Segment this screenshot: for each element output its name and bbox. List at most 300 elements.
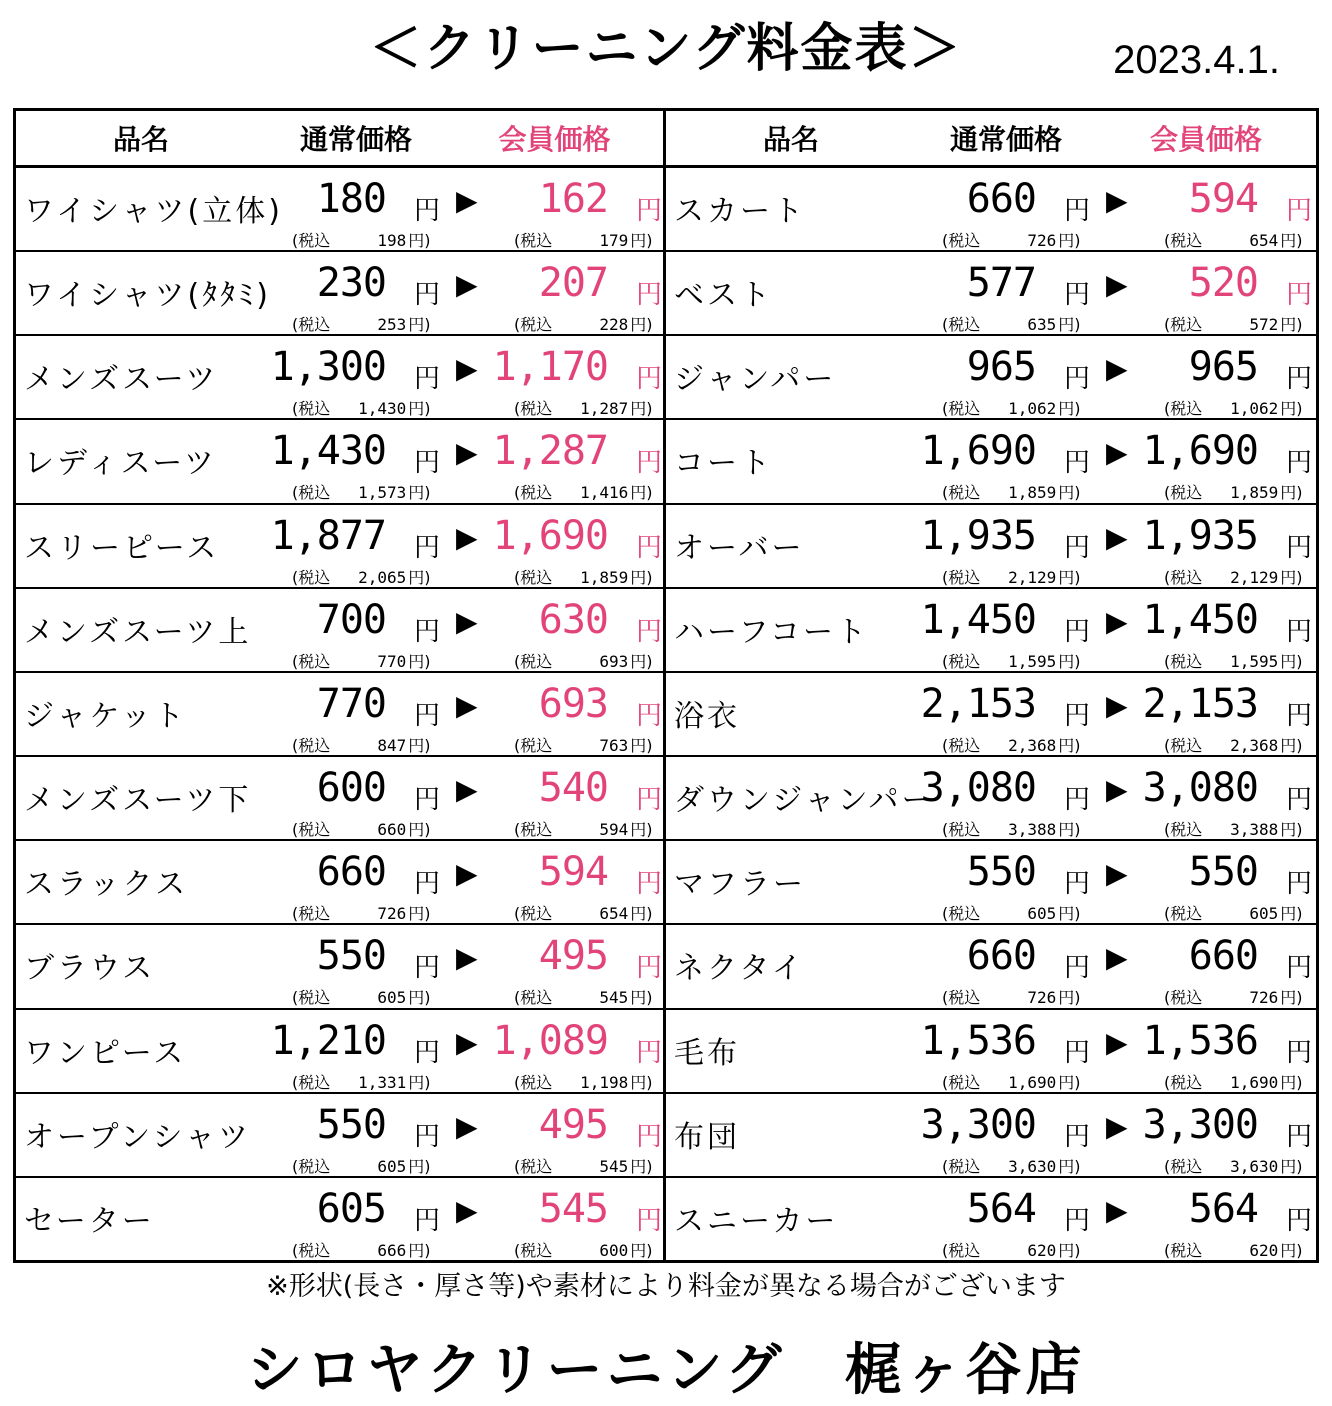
yen-label: 円 (1286, 700, 1313, 731)
member-price: 1,690 (1142, 428, 1258, 475)
tax-prefix: (税込 (292, 904, 331, 924)
member-tax-price (514, 312, 653, 335)
arrow-icon: ▶ (456, 604, 478, 638)
tax-value: 545 (599, 988, 629, 1008)
normal-tax-price (942, 565, 1081, 588)
tax-suffix: 円) (1058, 567, 1081, 587)
member-tax-price (514, 396, 653, 419)
table-row (666, 589, 1316, 673)
price-table-right (666, 111, 1316, 1260)
table-row (666, 1010, 1316, 1094)
arrow-icon: ▶ (456, 1025, 478, 1059)
tax-value: 605 (1249, 904, 1279, 924)
yen-label: 円 (636, 364, 663, 395)
tax-value: 1,062 (1008, 399, 1057, 419)
item-name: ブラウス (24, 951, 156, 987)
yen-label: 円 (414, 196, 441, 226)
member-price: 594 (538, 849, 608, 896)
tax-suffix: 円) (408, 735, 431, 755)
tax-prefix: (税込 (514, 1240, 553, 1260)
member-price: 1,450 (1142, 596, 1258, 643)
normal-price: 770 (316, 680, 386, 727)
member-tax-price (1164, 565, 1303, 588)
member-price: 3,080 (1142, 765, 1258, 812)
item-name: メンズスーツ (24, 362, 219, 398)
tax-prefix: (税込 (292, 820, 331, 840)
tax-suffix: 円) (630, 1240, 653, 1260)
yen-label: 円 (414, 785, 441, 816)
yen-label: 円 (414, 1121, 441, 1152)
tax-prefix: (税込 (292, 735, 331, 755)
tax-value: 600 (599, 1240, 629, 1260)
tax-value: 3,630 (1008, 1156, 1057, 1176)
tax-value: 1,690 (1230, 1072, 1279, 1092)
table-row (666, 168, 1316, 252)
tax-prefix: (税込 (514, 231, 553, 250)
member-tax-price (1164, 901, 1303, 924)
tax-suffix: 円) (630, 567, 653, 587)
normal-price: 660 (966, 176, 1036, 222)
yen-label: 円 (1064, 616, 1091, 647)
normal-price: 1,536 (920, 1017, 1036, 1064)
date-label: 2023.4.1. (1113, 38, 1280, 82)
member-tax-price (514, 817, 653, 840)
tax-prefix: (税込 (1164, 567, 1203, 587)
arrow-icon: ▶ (456, 688, 478, 722)
tax-suffix: 円) (408, 988, 431, 1008)
yen-label: 円 (1064, 700, 1091, 731)
tax-prefix: (税込 (292, 231, 331, 250)
tax-prefix: (税込 (514, 735, 553, 755)
yen-label: 円 (636, 616, 663, 647)
normal-tax-price (292, 565, 431, 588)
tax-prefix: (税込 (514, 904, 553, 924)
member-tax-price (1164, 985, 1303, 1008)
tax-suffix: 円) (630, 735, 653, 755)
yen-label: 円 (1064, 196, 1091, 226)
tax-prefix: (税込 (942, 651, 981, 671)
tax-value: 726 (1027, 231, 1057, 250)
normal-price: 605 (316, 1185, 386, 1232)
yen-label: 円 (1064, 869, 1091, 900)
tax-suffix: 円) (630, 988, 653, 1008)
table-row (666, 925, 1316, 1009)
tax-value: 1,062 (1230, 399, 1279, 419)
tax-prefix: (税込 (292, 399, 331, 419)
table-row (16, 252, 663, 336)
yen-label: 円 (636, 869, 663, 900)
tax-value: 594 (599, 820, 629, 840)
arrow-icon: ▶ (1106, 1193, 1128, 1227)
tax-prefix: (税込 (942, 1156, 981, 1176)
tax-suffix: 円) (408, 1240, 431, 1260)
member-price: 564 (1188, 1185, 1258, 1232)
tax-prefix: (税込 (1164, 1156, 1203, 1176)
normal-price: 600 (316, 765, 386, 812)
tax-prefix: (税込 (1164, 1072, 1203, 1092)
tax-suffix: 円) (1280, 399, 1303, 419)
tax-suffix: 円) (408, 1072, 431, 1092)
tax-value: 198 (377, 231, 407, 250)
normal-price: 550 (966, 849, 1036, 896)
yen-label: 円 (636, 785, 663, 816)
arrow-icon: ▶ (1106, 520, 1128, 554)
normal-tax-price (942, 1154, 1081, 1177)
member-tax-price (514, 1070, 653, 1093)
yen-label: 円 (414, 616, 441, 647)
arrow-icon: ▶ (456, 857, 478, 891)
tax-value: 3,388 (1230, 820, 1279, 840)
tax-value: 572 (1249, 315, 1279, 335)
yen-label: 円 (636, 196, 663, 226)
normal-tax-price (942, 649, 1081, 672)
normal-price: 180 (316, 176, 386, 222)
yen-label: 円 (414, 532, 441, 563)
tax-prefix: (税込 (292, 483, 331, 503)
header-name: 品名 (762, 123, 819, 156)
tax-prefix: (税込 (942, 483, 981, 503)
normal-price: 1,450 (920, 596, 1036, 643)
tax-prefix: (税込 (514, 399, 553, 419)
arrow-icon: ▶ (456, 184, 478, 217)
arrow-icon: ▶ (456, 1193, 478, 1227)
tax-value: 654 (1249, 231, 1279, 250)
table-row (16, 757, 663, 841)
tax-suffix: 円) (1280, 1156, 1303, 1176)
tax-suffix: 円) (1280, 1240, 1303, 1260)
tax-value: 253 (377, 315, 407, 335)
member-tax-price (514, 1238, 653, 1261)
normal-tax-price (942, 228, 1081, 251)
member-price: 1,935 (1142, 512, 1258, 559)
tax-prefix: (税込 (1164, 735, 1203, 755)
tax-prefix: (税込 (514, 651, 553, 671)
arrow-icon: ▶ (1106, 436, 1128, 470)
footnote: ※形状(長さ・厚さ等)や素材により料金が異なる場合がございます (266, 1271, 1066, 1302)
tax-suffix: 円) (630, 820, 653, 840)
tax-value: 228 (599, 315, 629, 335)
tax-prefix: (税込 (292, 567, 331, 587)
yen-label: 円 (1064, 448, 1091, 479)
item-name: ジャケット (24, 698, 187, 734)
table-row (16, 925, 663, 1009)
tax-suffix: 円) (408, 820, 431, 840)
item-name: ワイシャツ(ﾀﾀﾐ) (24, 278, 271, 314)
arrow-icon: ▶ (1106, 857, 1128, 891)
member-price: 495 (538, 1101, 608, 1148)
tax-prefix: (税込 (514, 315, 553, 335)
header-member-price: 会員価格 (498, 123, 611, 156)
member-tax-price (1164, 396, 1303, 419)
tax-value: 1,416 (580, 483, 629, 503)
table-row (16, 673, 663, 757)
normal-tax-price (292, 1070, 431, 1093)
member-tax-price (1164, 228, 1303, 251)
tax-prefix: (税込 (514, 820, 553, 840)
tax-suffix: 円) (408, 1156, 431, 1176)
member-price: 660 (1188, 933, 1258, 980)
tax-suffix: 円) (1280, 820, 1303, 840)
member-price: 520 (1188, 260, 1258, 307)
yen-label: 円 (414, 869, 441, 900)
item-name: オープンシャツ (24, 1119, 251, 1155)
page-title: ＜クリーニング料金表＞ (369, 19, 963, 79)
table-row (16, 1094, 663, 1178)
table-row (16, 589, 663, 673)
table-row (666, 336, 1316, 420)
tax-value: 847 (377, 735, 407, 755)
tax-prefix: (税込 (942, 820, 981, 840)
yen-label: 円 (1064, 280, 1091, 311)
member-tax-price (1164, 733, 1303, 756)
item-name: メンズスーツ下 (24, 783, 252, 819)
item-name: メンズスーツ上 (24, 614, 252, 650)
tax-suffix: 円) (1280, 315, 1303, 335)
header-member-price: 会員価格 (1149, 123, 1262, 156)
item-name: ジャンパー (674, 362, 837, 398)
tax-value: 726 (1027, 988, 1057, 1008)
tax-prefix: (税込 (292, 1072, 331, 1092)
member-price: 1,170 (492, 344, 608, 391)
tax-value: 605 (377, 1156, 407, 1176)
tax-suffix: 円) (1058, 1072, 1081, 1092)
tax-value: 654 (599, 904, 629, 924)
table-row (666, 841, 1316, 925)
member-price: 630 (538, 596, 608, 643)
normal-price: 3,300 (920, 1101, 1036, 1148)
member-tax-price (1164, 649, 1303, 672)
tax-value: 726 (1249, 988, 1279, 1008)
item-name: セーター (24, 1203, 155, 1239)
tax-suffix: 円) (408, 567, 431, 587)
tax-suffix: 円) (1058, 988, 1081, 1008)
tax-prefix: (税込 (292, 651, 331, 671)
tax-prefix: (税込 (1164, 483, 1203, 503)
normal-tax-price (292, 312, 431, 335)
yen-label: 円 (1286, 448, 1313, 479)
member-price: 2,153 (1142, 680, 1258, 727)
tax-suffix: 円) (1058, 315, 1081, 335)
table-row (666, 673, 1316, 757)
item-name: マフラー (674, 867, 806, 903)
yen-label: 円 (1064, 532, 1091, 563)
tax-value: 179 (599, 231, 629, 250)
header-name: 品名 (112, 123, 169, 156)
tax-prefix: (税込 (942, 1240, 981, 1260)
header-normal-price: 通常価格 (949, 123, 1062, 156)
tax-value: 1,595 (1008, 651, 1057, 671)
tax-prefix: (税込 (1164, 988, 1203, 1008)
yen-label: 円 (414, 448, 441, 479)
arrow-icon: ▶ (456, 520, 478, 554)
tax-suffix: 円) (1280, 567, 1303, 587)
tax-prefix: (税込 (942, 567, 981, 587)
item-name: 毛布 (674, 1035, 740, 1071)
yen-label: 円 (1064, 1121, 1091, 1152)
arrow-icon: ▶ (1106, 604, 1128, 638)
header-row (16, 111, 663, 168)
normal-tax-price (292, 733, 431, 756)
table-row (666, 420, 1316, 504)
tax-suffix: 円) (408, 399, 431, 419)
price-table (13, 108, 1319, 1263)
tax-suffix: 円) (630, 1072, 653, 1092)
table-row (16, 336, 663, 420)
normal-tax-price (292, 396, 431, 419)
yen-label: 円 (636, 953, 663, 984)
tax-value: 1,331 (358, 1072, 407, 1092)
tax-prefix: (税込 (1164, 315, 1203, 335)
tax-prefix: (税込 (514, 1156, 553, 1176)
normal-price: 1,300 (270, 344, 386, 391)
tax-value: 2,129 (1008, 567, 1057, 587)
tax-value: 770 (377, 651, 407, 671)
normal-price: 965 (966, 344, 1036, 391)
tax-suffix: 円) (1058, 231, 1081, 250)
item-name: スラックス (24, 867, 189, 903)
member-tax-price (514, 985, 653, 1008)
normal-tax-price (942, 985, 1081, 1008)
item-name: 布団 (674, 1119, 740, 1155)
yen-label: 円 (1286, 1037, 1313, 1068)
tax-suffix: 円) (1280, 1072, 1303, 1092)
tax-suffix: 円) (1058, 735, 1081, 755)
tax-prefix: (税込 (942, 231, 981, 250)
yen-label: 円 (1286, 616, 1313, 647)
normal-price: 1,430 (270, 428, 386, 475)
arrow-icon: ▶ (1106, 773, 1128, 807)
yen-label: 円 (636, 532, 663, 563)
member-tax-price (514, 565, 653, 588)
tax-suffix: 円) (408, 483, 431, 503)
tax-prefix: (税込 (942, 904, 981, 924)
member-price: 965 (1188, 344, 1258, 391)
tax-value: 635 (1027, 315, 1057, 335)
tax-suffix: 円) (1058, 904, 1081, 924)
tax-prefix: (税込 (942, 315, 981, 335)
tax-value: 545 (599, 1156, 629, 1176)
tax-prefix: (税込 (942, 735, 981, 755)
tax-suffix: 円) (1280, 231, 1303, 250)
yen-label: 円 (1286, 1205, 1313, 1236)
normal-price: 1,935 (920, 512, 1036, 559)
arrow-icon: ▶ (456, 352, 478, 386)
member-tax-price (514, 228, 653, 251)
item-name: スリーピース (24, 530, 220, 566)
normal-tax-price (942, 312, 1081, 335)
arrow-icon: ▶ (456, 1109, 478, 1143)
item-name: ダウンジャンパー (674, 783, 935, 819)
member-tax-price (1164, 1238, 1303, 1261)
table-row (16, 1178, 663, 1260)
member-tax-price (1164, 312, 1303, 335)
normal-price: 230 (316, 260, 386, 307)
member-tax-price (514, 480, 653, 503)
table-row (666, 505, 1316, 589)
yen-label: 円 (1064, 364, 1091, 395)
member-price: 594 (1188, 176, 1258, 222)
yen-label: 円 (414, 700, 441, 731)
yen-label: 円 (414, 1205, 441, 1236)
tax-value: 2,368 (1008, 735, 1057, 755)
yen-label: 円 (636, 280, 663, 311)
store-name: シロヤクリーニング 梶ヶ谷店 (246, 1338, 1086, 1403)
price-table-left (16, 111, 666, 1260)
tax-prefix: (税込 (1164, 399, 1203, 419)
yen-label: 円 (1286, 280, 1313, 311)
tax-value: 1,430 (358, 399, 407, 419)
yen-label: 円 (414, 1037, 441, 1068)
tax-prefix: (税込 (292, 1240, 331, 1260)
tax-value: 2,129 (1230, 567, 1279, 587)
tax-suffix: 円) (1280, 988, 1303, 1008)
normal-price: 564 (966, 1185, 1036, 1232)
yen-label: 円 (636, 700, 663, 731)
tax-value: 605 (377, 988, 407, 1008)
item-name: ハーフコート (674, 614, 869, 650)
tax-prefix: (税込 (1164, 651, 1203, 671)
yen-label: 円 (1286, 364, 1313, 395)
tax-value: 1,198 (580, 1072, 629, 1092)
tax-prefix: (税込 (292, 988, 331, 1008)
tax-prefix: (税込 (514, 567, 553, 587)
item-name: ベスト (674, 278, 773, 314)
tax-value: 2,368 (1230, 735, 1279, 755)
tax-value: 605 (1027, 904, 1057, 924)
tax-suffix: 円) (630, 231, 653, 250)
arrow-icon: ▶ (456, 941, 478, 975)
yen-label: 円 (1064, 1037, 1091, 1068)
tax-value: 2,065 (358, 567, 407, 587)
normal-tax-price (292, 985, 431, 1008)
tax-value: 3,630 (1230, 1156, 1279, 1176)
table-row (16, 841, 663, 925)
tax-prefix: (税込 (292, 315, 331, 335)
item-name: スニーカー (674, 1203, 839, 1239)
table-row (16, 168, 663, 252)
normal-tax-price (292, 649, 431, 672)
normal-tax-price (292, 817, 431, 840)
tax-prefix: (税込 (942, 988, 981, 1008)
yen-label: 円 (1286, 785, 1313, 816)
member-price: 162 (538, 176, 608, 222)
yen-label: 円 (636, 1121, 663, 1152)
tax-suffix: 円) (630, 399, 653, 419)
member-price: 693 (538, 680, 608, 727)
item-name: ワイシャツ(立体) (24, 194, 283, 229)
header-normal-price: 通常価格 (299, 123, 412, 156)
yen-label: 円 (1064, 1205, 1091, 1236)
normal-tax-price (942, 901, 1081, 924)
tax-suffix: 円) (1280, 483, 1303, 503)
member-price: 1,287 (492, 428, 608, 475)
tax-suffix: 円) (1280, 651, 1303, 671)
member-tax-price (514, 1154, 653, 1177)
member-tax-price (1164, 480, 1303, 503)
tax-value: 620 (1027, 1240, 1057, 1260)
yen-label: 円 (414, 364, 441, 395)
tax-value: 1,859 (1230, 483, 1279, 503)
tax-suffix: 円) (630, 315, 653, 335)
normal-price: 1,877 (270, 512, 386, 559)
yen-label: 円 (1286, 953, 1313, 984)
arrow-icon: ▶ (456, 268, 478, 302)
tax-value: 1,287 (580, 399, 629, 419)
tax-prefix: (税込 (942, 1072, 981, 1092)
member-tax-price (514, 649, 653, 672)
tax-value: 693 (599, 651, 629, 671)
normal-tax-price (292, 480, 431, 503)
